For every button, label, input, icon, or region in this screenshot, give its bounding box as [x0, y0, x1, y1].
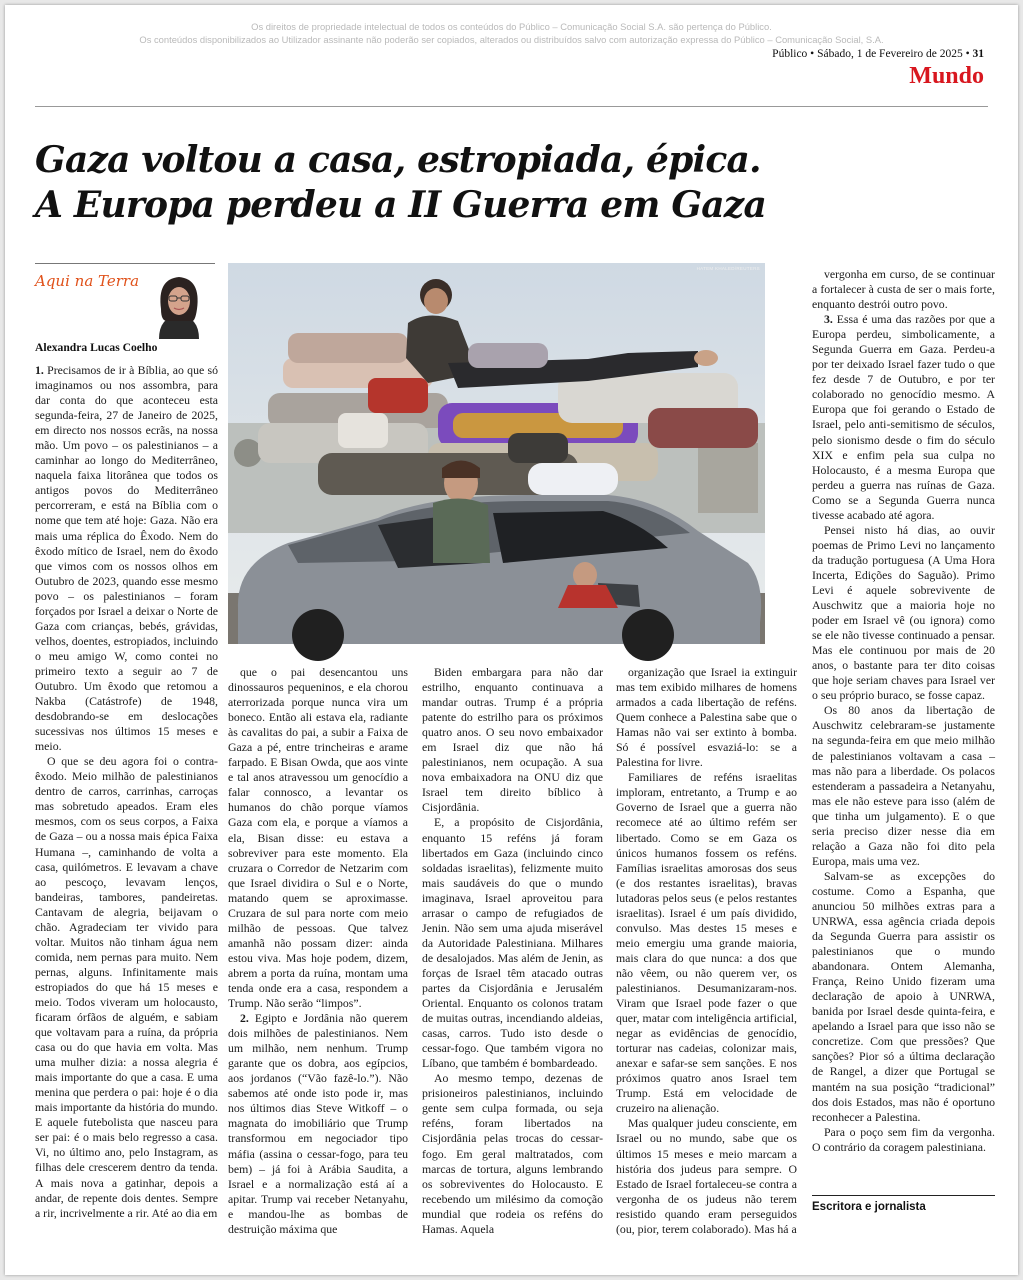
paragraph-text: organização que Israel ia extinguir mas tem exibido milhares de homens armados a cada libertação de reféns. Quem conhece a Palestina sabe que o Hamas não vai ser extinto à bomba. Só é possível esvaziá-lo: se a Palestina for livre.: [616, 665, 797, 770]
headline-line-2: A Europa perdeu a II Guerra em Gaza: [35, 184, 766, 226]
paragraph-text: Ao mesmo tempo, dezenas de prisioneiros palestinianos, incluindo gente sem culpa formada, ou seja reféns, foram libertados na Cisjordânia pelas trocas do cessar-fogo. Em geral maltratados, com marcas de tortura, alguns lembrando os sobreviventes do Holocausto. E recebendo um milésimo da comoção mundial que rodeia os reféns do Hamas. Aquela: [422, 1071, 603, 1236]
paragraph-text: O que se deu agora foi o contra-êxodo. Meio milhão de palestinianos dentro de carros, carrinhas, carroças mas sobretudo apeados. Eram eles mesmos, com os seus corpos, a Faixa de Gaza – ou a nossa mais épica Faixa Humana –, caminhando de volta a casa, quilómetros. E levavam a chave ao pescoço, levavam lenços, bandeiras, tambores, pandeiretas. Cantavam de alegria, beijavam o chão. Agradeciam ter vivido para voltar. Muitos não tinham água nem comida, nem pernas para muito. Nem pernas, alguns. Infinitamente mais estropiados do que há 15 meses e meio. Todos viveram um holocausto, ficaram órfãos de alguém, e sabiam que voltavam para a ruína, da própria casa ou do que havia em volta. Mas uma mulher dizia: a nossa alegria é mais importante do que a casa. E uma menina que perdera o pai: hoje é o dia mais importante da história do mundo. E aquele futebolista que nasceu para ser pai: é o mais belo regresso a casa. Vi, no último ano, pelo Instagram, as filhas dele crescerem dentro da tenda. A mais nova a gatinhar, depois a andar, de repente dois dentes. Sempre a rir, incrivelmente a rir. Até ao dia em: [35, 754, 218, 1220]
article-paragraph: [35, 754, 218, 1220]
paragraph-text: E, a propósito de Cisjordânia, enquanto 15 reféns já foram libertados em Gaza (incluindo cinco soldadas israelitas), felizmente muito mais saudáveis do que o mundo imaginava, Israel aproveitou para arrasar o campo de refugiados de Jenin. Não sem uma ajuda miserável da Autoridade Palestiniana. Milhares de desalojados. Mas além de Jenin, as forças de Israel têm atacado outras partes da Cisjordânia e Jerusalém Oriental. Enquanto os colonos tratam de muitas outras, incendiando aldeias, casas, carros. Tudo isto desde o cessar-fogo. Que também vigora no Líbano, que também é bombardeado.: [422, 815, 603, 1071]
paragraph-text: Essa é uma das razões por que a Europa perdeu, simbolicamente, a Segunda Guerra em Gaza. Perdeu-a por ter deixado Israel fazer tudo o que fez desde 7 de Outubro, e por ter colaborado no genocídio mesmo. A Europa que foi gerando o Estado de Israel, pelo anti-semitismo de séculos, pelo sionismo desde o fim do século XIX e enfim pela sua culpa no Holocausto, é a mesma Europa que perdeu a guerra nas ruínas de Gaza. Como se a Segunda Guerra nunca tivesse acabado até agora.: [812, 312, 995, 522]
paragraph-text: Biden embargara para não dar estrilho, enquanto continuava a mandar outras. Trump é a própria patente do estrilho para os próximos quatro anos. O seu novo embaixador em Israel diz que não há palestinianos, nem ocupação. A sua nova embaixadora na ONU diz que Israel tem direito bíblico à Cisjordânia.: [422, 665, 603, 815]
article-paragraph: [228, 1011, 408, 1237]
headline-line-1: Gaza voltou a casa, estropiada, épica.: [35, 139, 761, 181]
paragraph-text: Familiares de reféns israelitas imploram, entretanto, a Trump e ao Governo de Israel que a guerra não recomece até ao último refém ser libertado. Como se em Gaza os únicos humanos fossem os reféns. Famílias israelitas amorosas dos seus (e dos restantes israelitas), bravas lutadoras pelos seus (e pelos restantes israelitas). Israel é um país dividido, convulso. Mas destes 15 meses e meio emergiu uma grande maioria, mais clara do que nunca: a dos que não vêem, ou não querem ver, os palestinianos. Desumanizaram-nos. Viram que Israel pode fazer o que quer, matar com inteligência artificial, negar as evidências de genocídio, torturar nas cadeias, colonizar mais, anexar e safar-se sem sanções. E nos próximos quatro anos Israel tem Trump. Está em velocidade de cruzeiro na alienação.: [616, 770, 797, 1116]
header-divider: [35, 106, 988, 107]
paragraph-text: que o pai desencantou uns dinossauros pequeninos, e ela chorou aterrorizada porque nunca vira um boneco. Então ali estava ela, radiante às cavalitas do pai, a subir a Faixa de Gaza a pé, entre trincheiras e arame farpado. E Bisan Owda, que aos vinte e tal anos atravessou um genocídio a falar connosco, a levantar os humanos do chão porque víamos Gaza com ela, e porque a víamos a ela, Bisan disse: eu estava a sobreviver para este momento. Ela cruzara o Corredor de Netzarim com que Israel dividira o Sul e o Norte, matando quem se aproximasse. Cruzara de sul para norte com meio milhão de pessoas. Que talvez amanhã não possam dizer: ainda estou viva. Mas hoje podem, dizem, abrem a porta da ruína, montam uma tenda onde era a casa, respondem a Trump. Não serão “limpos”.: [228, 665, 408, 1011]
headline: [35, 138, 985, 228]
section-name: Mundo: [909, 63, 984, 89]
article-paragraph: [616, 665, 797, 770]
column-tag: Aqui na Terra: [35, 272, 140, 290]
article-paragraph: [812, 267, 995, 312]
article-column-1: [35, 363, 218, 1219]
article-column-5: [812, 267, 995, 1189]
paragraph-text: Os 80 anos da libertação de Auschwitz celebraram-se justamente na segunda-feira em que meio milhão de palestinianos voltavam a casa – mas não para a liberdade. Os polacos estenderam a passadeira a Netanyahu, mas ele não esteve para isso (além de que tinha um julgamento). E o que seria preciso dizer nesse dia em relação a Gaza não foi dito pela Europa, mais uma vez.: [812, 703, 995, 868]
paragraph-number: 1.: [35, 363, 44, 377]
author-signoff: Escritora e jornalista: [812, 1201, 926, 1213]
paragraph-number: 2.: [240, 1011, 249, 1026]
article-paragraph: [35, 363, 218, 754]
article-paragraph: [422, 665, 603, 815]
paragraph-text: Pensei nisto há dias, ao ouvir poemas de Primo Levi no lançamento da tradução portuguesa (A Uma Hora Incerta, Edições do Saguão). Primo Levi é aquele sobrevivente de Auschwitz que a maioria hoje no poder em Israel vê (ou ignora) como se ele não tivesse continuado a pensar. Mas ele continuou por mais de 20 anos, o bastante para ter dito coisas que hoje seriam chaves para Israel ver o seu próprio buraco, se fosse capaz.: [812, 522, 995, 703]
paragraph-text: Salvam-se as excepções do costume. Como a Espanha, que anunciou 50 milhões extras para a UNRWA, essa agência criada depois da Segunda Guerra para assistir os palestinianos que o mundo abandonara. Ontem Alemanha, França, Reino Unido fizeram uma declaração de apoio à UNRWA, banida por Israel desde quinta-feira, e apelando a Israel para que isso não se concretize. Com que pressões? Que sanções? Pior só a última declaração de Rangel, a dizer que Portugal se mantém na sua posição “tradicional” dos dois Estados, mas não é oportuno reconhecer a Palestina.: [812, 868, 995, 1124]
paragraph-text: Egipto e Jordânia não querem dois milhões de palestinianos. Nem um milhão, nem nenhum. Trump garante que os dobra, aos egípcios, aos jordanos (“Vão fazê-lo.”). Não sabemos até onde isto pode ir, mas nos últimos dias Steve Witkoff – o magnata do imobiliário que Trump transformou em negociador tipo máfia (assina o cessar-fogo, para teu bem) – já foi à Arábia Saudita, a Israel e a normalização está aí a apitar. Trump vai receber Netanyahu, e mandou-lhe as bombas de destruição máxima que: [228, 1011, 408, 1236]
article-paragraph: [422, 1071, 603, 1237]
article-paragraph: [812, 523, 995, 704]
article-column-4: [616, 665, 797, 1236]
article-column-3: [422, 665, 603, 1236]
paragraph-text: vergonha em curso, de se continuar a fortalecer à custa de ser o mais forte, enquanto destrói outro povo.: [812, 267, 995, 312]
article-paragraph: [812, 703, 995, 869]
article-paragraph: [812, 869, 995, 1125]
page-folio: [772, 48, 984, 60]
article-paragraph: [616, 1116, 797, 1236]
newspaper-page: [5, 5, 1018, 1275]
news-photo: [228, 263, 765, 644]
article-paragraph: [616, 770, 797, 1116]
article-paragraph: [228, 665, 408, 1011]
article-paragraph: [422, 815, 603, 1071]
photo-credit: HATEM KHALED/REUTERS: [696, 266, 760, 271]
author-avatar: [145, 271, 213, 339]
article-paragraph: [812, 1125, 995, 1155]
paragraph-text: Para o poço sem fim da vergonha. O contrário da coragem palestiniana.: [812, 1124, 995, 1154]
column-divider: [35, 263, 215, 264]
article-paragraph: [812, 312, 995, 523]
paragraph-text: Precisamos de ir à Bíblia, ao que só imaginamos ou nos assombra, para dar conta do que aconteceu esta segunda-feira, 27 de Janeiro de 2025, em directo nos nossos ecrãs, na nossa mão. Um povo – os palestinianos – a caminhar ao longo do Mediterrâneo, naquela faixa litorânea que todos os antigos povos do Mediterrâneo percorreram, e está na Bíblia com o nome que tem até hoje: Gaza. Não era mais uma réplica do Êxodo. Nem do êxodo mítico de Israel, nem do êxodo que vimos com os nossos olhos em Outubro de 2023, quando esse mesmo povo – os palestinianos – foram forçados por Israel a deixar o Norte de Gaza com crianças, bebés, grávidas, velhos, doentes, estropiados, incluindo o meu amigo W, como contei no primeiro texto a seguir ao 7 de Outubro. Um êxodo que retomou a Nakba (Catástrofe) de 1948, desdobrando-se em deslocações sucessivas nos últimos 15 meses e meio.: [35, 363, 218, 754]
folio-text: Público • Sábado, 1 de Fevereiro de 2025 •: [772, 48, 973, 60]
signoff-divider: [812, 1195, 995, 1196]
copyright-notice-line-1: Os direitos de propriedade intelectual de todos os conteúdos do Público – Comunicação Social S.A. são pertença do Público.: [251, 21, 772, 32]
page-number: 31: [972, 48, 984, 60]
author-byline: Alexandra Lucas Coelho: [35, 341, 158, 354]
copyright-notice-line-2: Os conteúdos disponibilizados ao Utilizador assinante não poderão ser copiados, alterados ou distribuídos salvo com autorização expressa do Público – Comunicação Social, S.A.: [139, 34, 884, 45]
paragraph-text: Mas qualquer judeu consciente, em Israel ou no mundo, sabe que os últimos 15 meses e meio marcam a história dos judeus para sempre. O Estado de Israel fortaleceu-se contra a vergonha de os judeus não terem resistido quando eram perseguidos (ou, pior, terem colaborado). Mas há a: [616, 1116, 797, 1236]
article-column-2: [228, 665, 408, 1236]
paragraph-number: 3.: [824, 312, 833, 327]
